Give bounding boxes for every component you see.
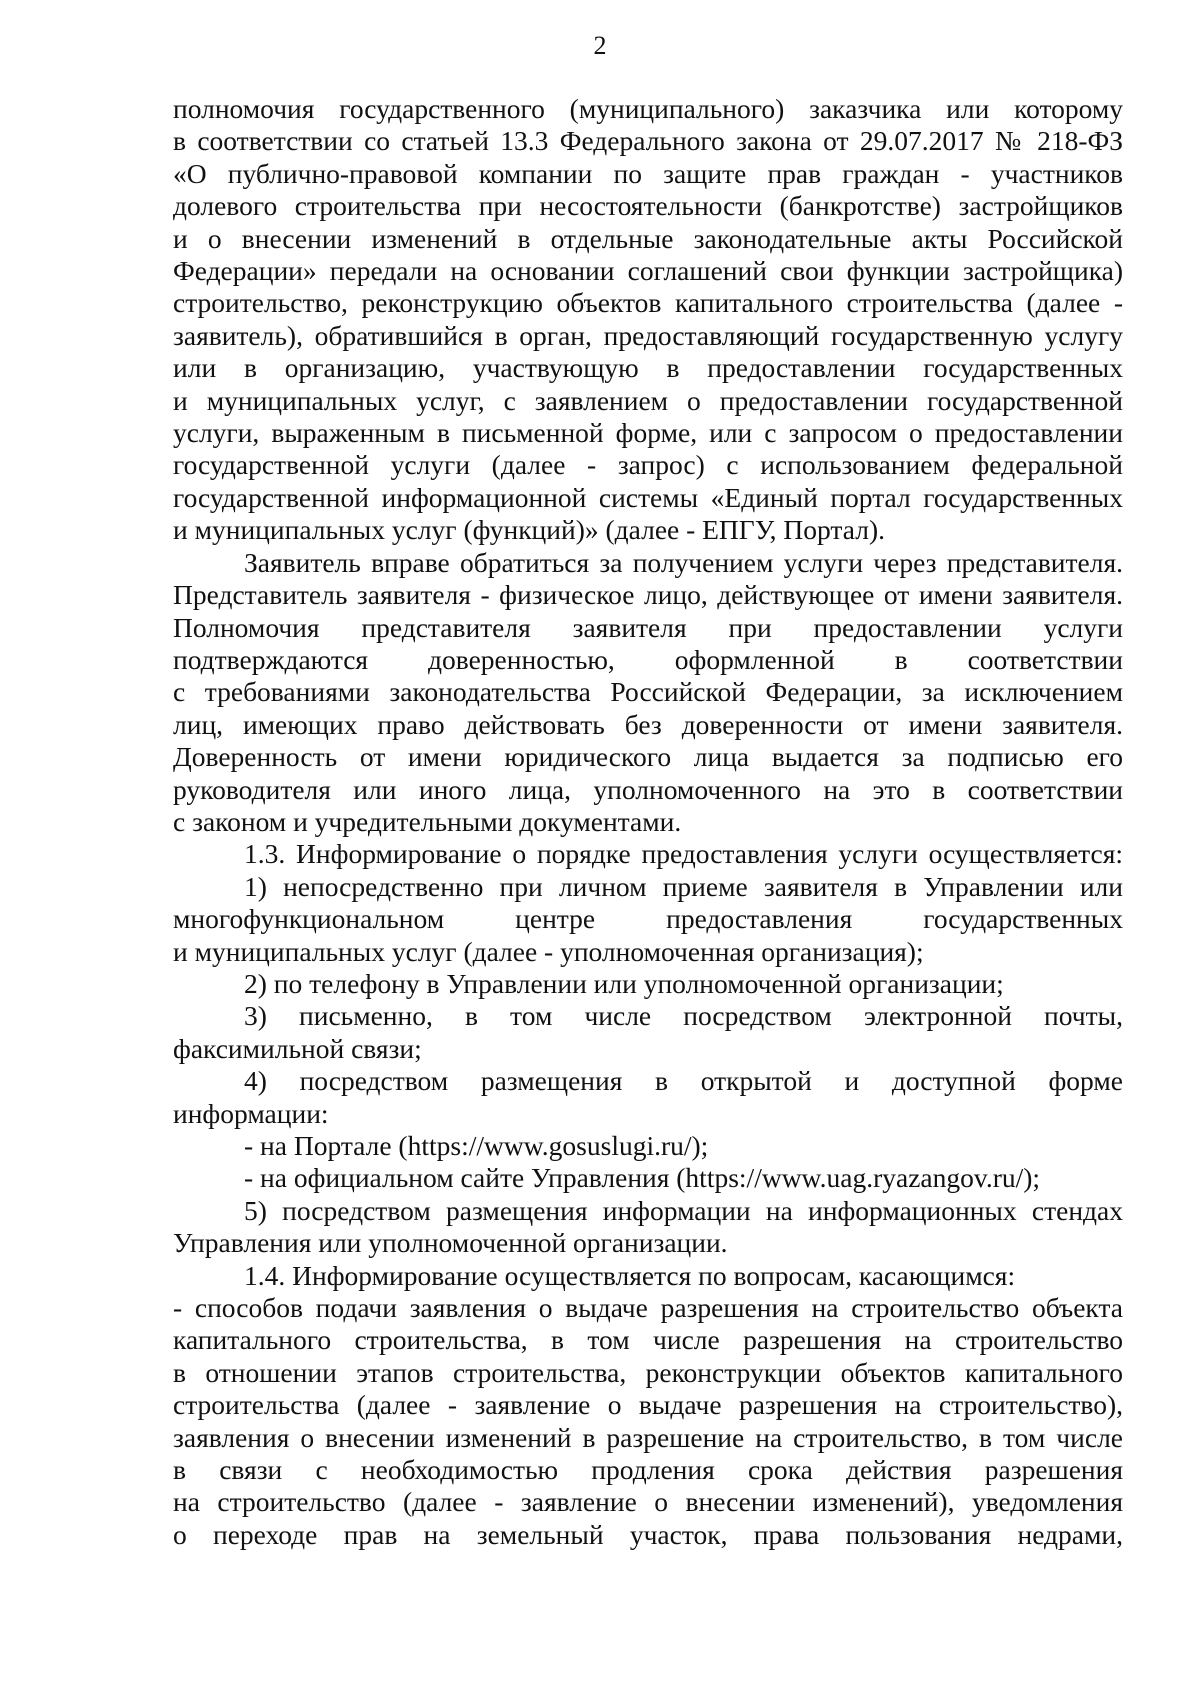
text-line: Доверенность от имени юридического лица выдается за подписью его <box>173 741 1123 773</box>
text-line: 2) по телефону в Управлении или уполномоченной организации; <box>244 967 1004 999</box>
text-line: руководителя или иного лица, уполномоченного на это в соответствии <box>173 773 1123 805</box>
text-line: строительство, реконструкцию объектов капитального строительства (далее - <box>173 287 1123 319</box>
text-line: лиц, имеющих право действовать без доверенности от имени заявителя. <box>173 708 1123 740</box>
text-line: на строительство (далее - заявление о внесении изменений), уведомления <box>173 1486 1123 1518</box>
list-item-2 <box>173 968 1123 1000</box>
text-line: 1.4. Информирование осуществляется по вопросам, касающимся: <box>244 1259 1016 1291</box>
text-line: Представитель заявителя - физическое лицо, действующее от имени заявителя. <box>173 579 1123 611</box>
text-line: информации: <box>173 1097 329 1129</box>
text-line: - способов подачи заявления о выдаче разрешения на строительство объекта <box>173 1292 1123 1324</box>
text-line: государственной услуги (далее - запрос) с использованием федеральной <box>173 449 1123 481</box>
text-line: полномочия государственного (муниципального) заказчика или которому <box>173 93 1123 124</box>
list-item-5 <box>173 1195 1123 1260</box>
text-line: подтверждаются доверенностью, оформленной в соответствии <box>173 643 1123 675</box>
text-line: о переходе прав на земельный участок, права пользования недрами, <box>173 1518 1123 1550</box>
text-line: заявления о внесении изменений в разрешение на строительство, в том числе <box>173 1421 1123 1453</box>
text-line: - на официальном сайте Управления (https://www.uag.ryazangov.ru/); <box>244 1162 1041 1194</box>
paragraph-submission-methods <box>173 1292 1123 1551</box>
text-line: и муниципальных услуг (функций)» (далее - ЕПГУ, Портал). <box>173 514 885 546</box>
sub-item-official-site <box>173 1162 1123 1194</box>
text-line: услуги, выраженным в письменной форме, или с запросом о предоставлении <box>173 417 1123 449</box>
text-line: многофункциональном центре предоставления государственных <box>173 903 1123 935</box>
text-line: заявитель), обратившийся в орган, предоставляющий государственную услугу <box>173 319 1123 351</box>
text-line: строительства (далее - заявление о выдаче разрешения на строительство), <box>173 1389 1123 1421</box>
text-line: «О публично-правовой компании по защите прав граждан - участников <box>173 157 1123 189</box>
sub-item-portal <box>173 1130 1123 1162</box>
section-1-3-heading <box>173 838 1123 870</box>
text-line: и муниципальных услуг, с заявлением о предоставлении государственной <box>173 384 1123 416</box>
paragraph-applicants-definition <box>173 93 1123 547</box>
list-item-3 <box>173 1000 1123 1065</box>
list-item-4 <box>173 1065 1123 1130</box>
text-line: в отношении этапов строительства, реконструкции объектов капитального <box>173 1356 1123 1388</box>
text-line: 3) письменно, в том числе посредством электронной почты, <box>244 1000 1123 1032</box>
text-line: 4) посредством размещения в открытой и доступной форме <box>244 1065 1123 1097</box>
text-line: капитального строительства, в том числе разрешения на строительство <box>173 1324 1123 1356</box>
text-line: или в организацию, участвующую в предоставлении государственных <box>173 352 1123 384</box>
text-line: Полномочия представителя заявителя при предоставлении услуги <box>173 611 1123 643</box>
text-line: и о внесении изменений в отдельные законодательные акты Российской <box>173 222 1123 254</box>
text-line: с законом и учредительными документами. <box>173 805 682 837</box>
text-line: и муниципальных услуг (далее - уполномоченная организация); <box>173 935 924 967</box>
text-line: Заявитель вправе обратиться за получением услуги через представителя. <box>244 546 1123 578</box>
text-line: Федерации» передали на основании соглашений свои функции застройщика) <box>173 255 1123 287</box>
text-line: в соответствии со статьей 13.3 Федерального закона от 29.07.2017 № 218-ФЗ <box>173 125 1123 157</box>
text-line: - на Портале (https://www.gosuslugi.ru/); <box>244 1130 709 1161</box>
page-number: 2 <box>593 31 607 60</box>
text-line: в связи с необходимостью продления срока действия разрешения <box>173 1454 1123 1486</box>
list-item-1 <box>173 871 1123 968</box>
text-line: долевого строительства при несостоятельности (банкротстве) застройщиков <box>173 190 1123 222</box>
text-line: 5) посредством размещения информации на информационных стендах <box>244 1194 1123 1226</box>
text-line: Управления или уполномоченной организации. <box>173 1227 728 1259</box>
document-body <box>173 93 1123 1551</box>
section-1-4-heading <box>173 1260 1123 1292</box>
paragraph-representative <box>173 547 1123 839</box>
text-line: государственной информационной системы «Единый портал государственных <box>173 481 1123 513</box>
text-line: 1) непосредственно при личном приеме заявителя в Управлении или <box>244 870 1123 902</box>
text-line: факсимильной связи; <box>173 1032 422 1064</box>
text-line: с требованиями законодательства Российской Федерации, за исключением <box>173 676 1123 708</box>
text-line: 1.3. Информирование о порядке предоставления услуги осуществляется: <box>244 838 1123 870</box>
